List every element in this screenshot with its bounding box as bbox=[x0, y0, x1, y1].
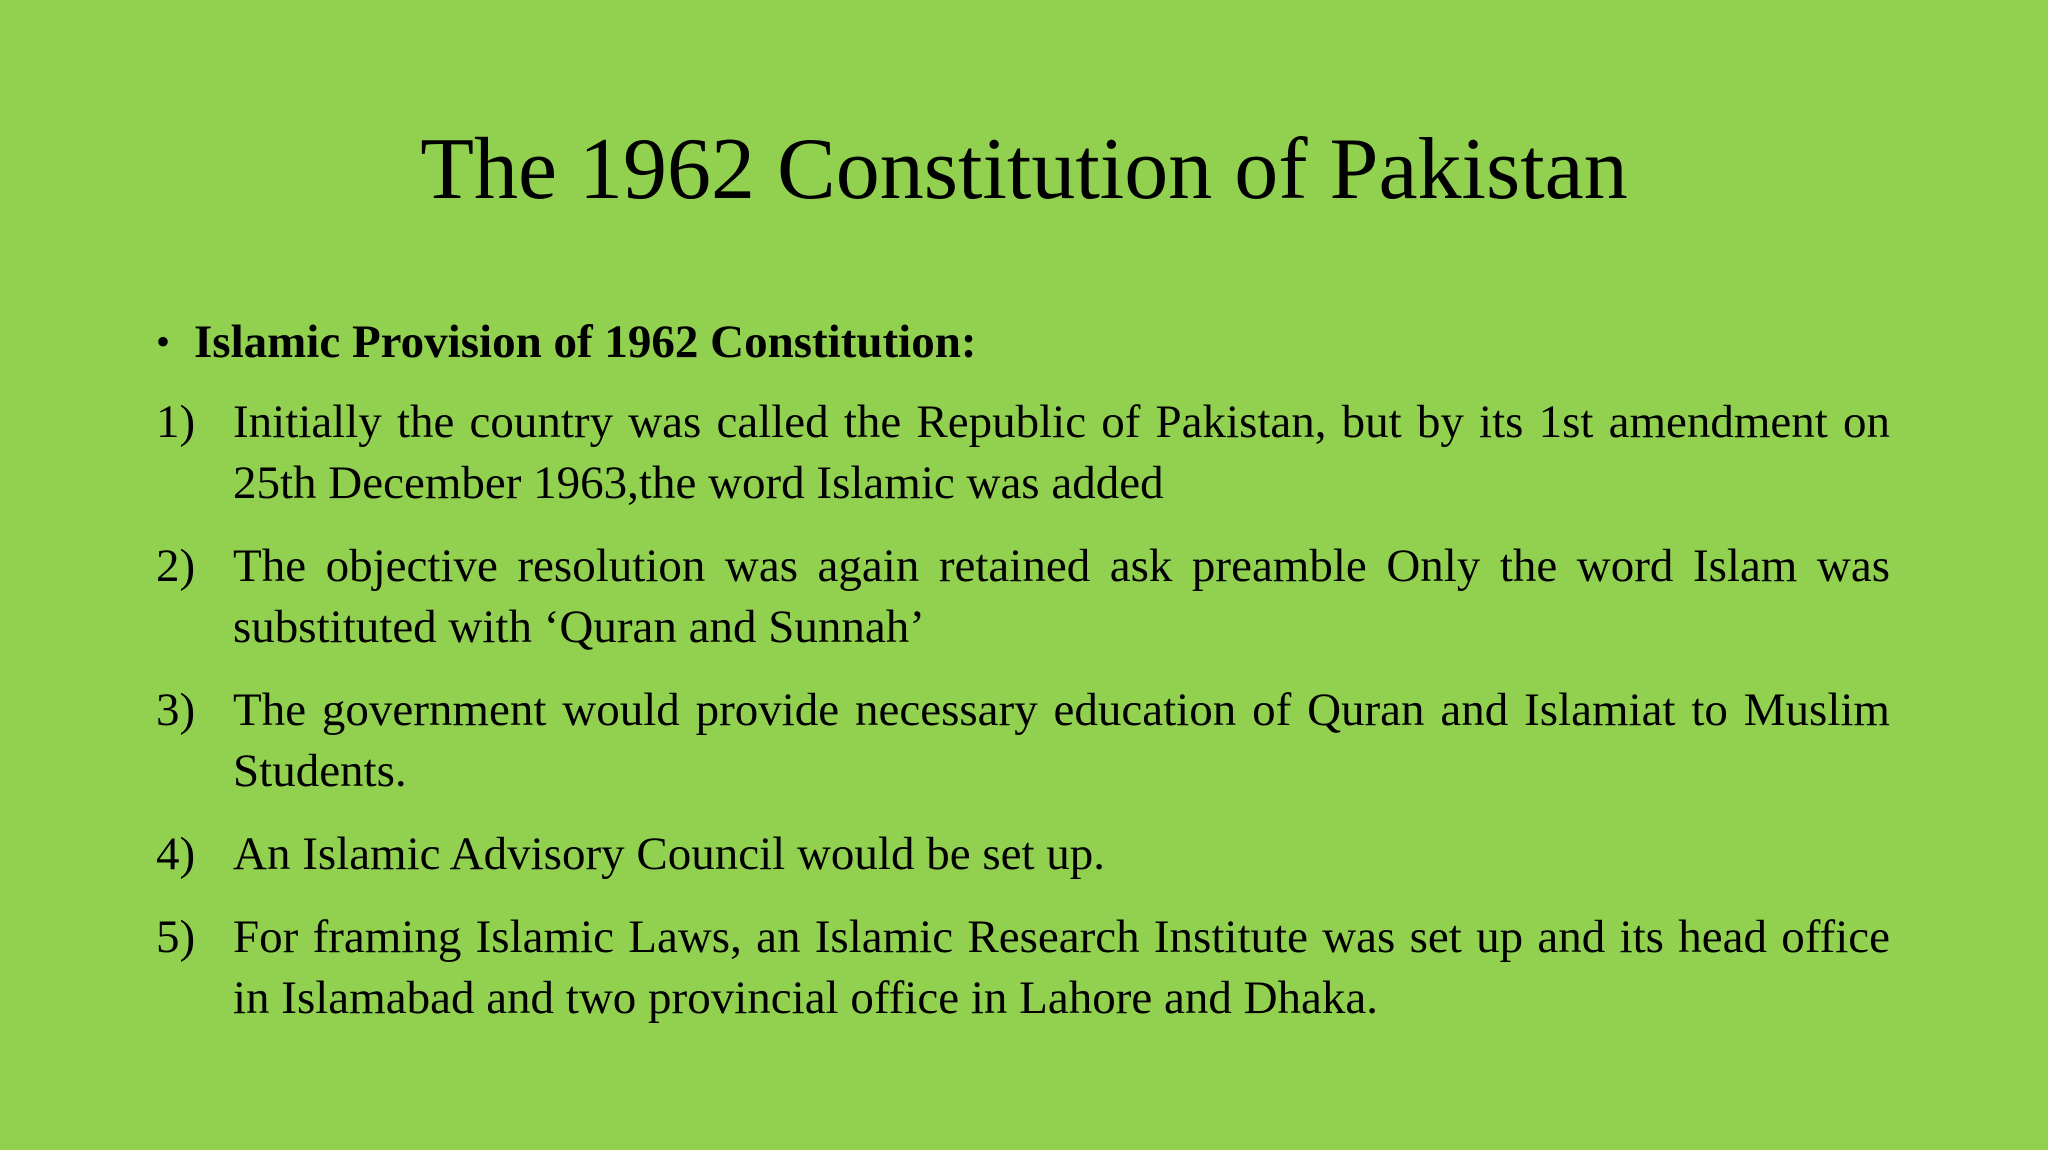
section-heading bbox=[156, 312, 1890, 372]
bullet-icon: • bbox=[156, 319, 171, 364]
list-item bbox=[156, 392, 1890, 514]
list-item-text: The objective resolution was again retained ask preamble Only the word Islam was substituted with ‘Quran and Sunnah’ bbox=[233, 540, 1890, 653]
list-item bbox=[156, 907, 1890, 1029]
list-item-text: An Islamic Advisory Council would be set up. bbox=[233, 828, 1106, 880]
section-heading-text: Islamic Provision of 1962 Constitution: bbox=[194, 316, 977, 368]
slide-title: The 1962 Constitution of Pakistan bbox=[420, 121, 1628, 218]
list-item-text: The government would provide necessary education of Quran and Islamiat to Muslim Students. bbox=[233, 684, 1890, 797]
list-item-text: For framing Islamic Laws, an Islamic Research Institute was set up and its head office in Islamabad and two provincial office in Lahore and Dhaka. bbox=[233, 911, 1890, 1024]
slide-content bbox=[156, 312, 1890, 1051]
list-item-number: 3) bbox=[156, 684, 196, 736]
list-item-number: 5) bbox=[156, 911, 196, 963]
list-item-text: Initially the country was called the Republic of Pakistan, but by its 1st amendment on 25th December 1963,the word Islamic was added bbox=[233, 396, 1890, 509]
list-item-number: 2) bbox=[156, 540, 196, 592]
list-item bbox=[156, 536, 1890, 658]
list-item bbox=[156, 824, 1890, 885]
list-item-number: 1) bbox=[156, 396, 196, 448]
list-item-number: 4) bbox=[156, 828, 196, 880]
list-item bbox=[156, 680, 1890, 802]
